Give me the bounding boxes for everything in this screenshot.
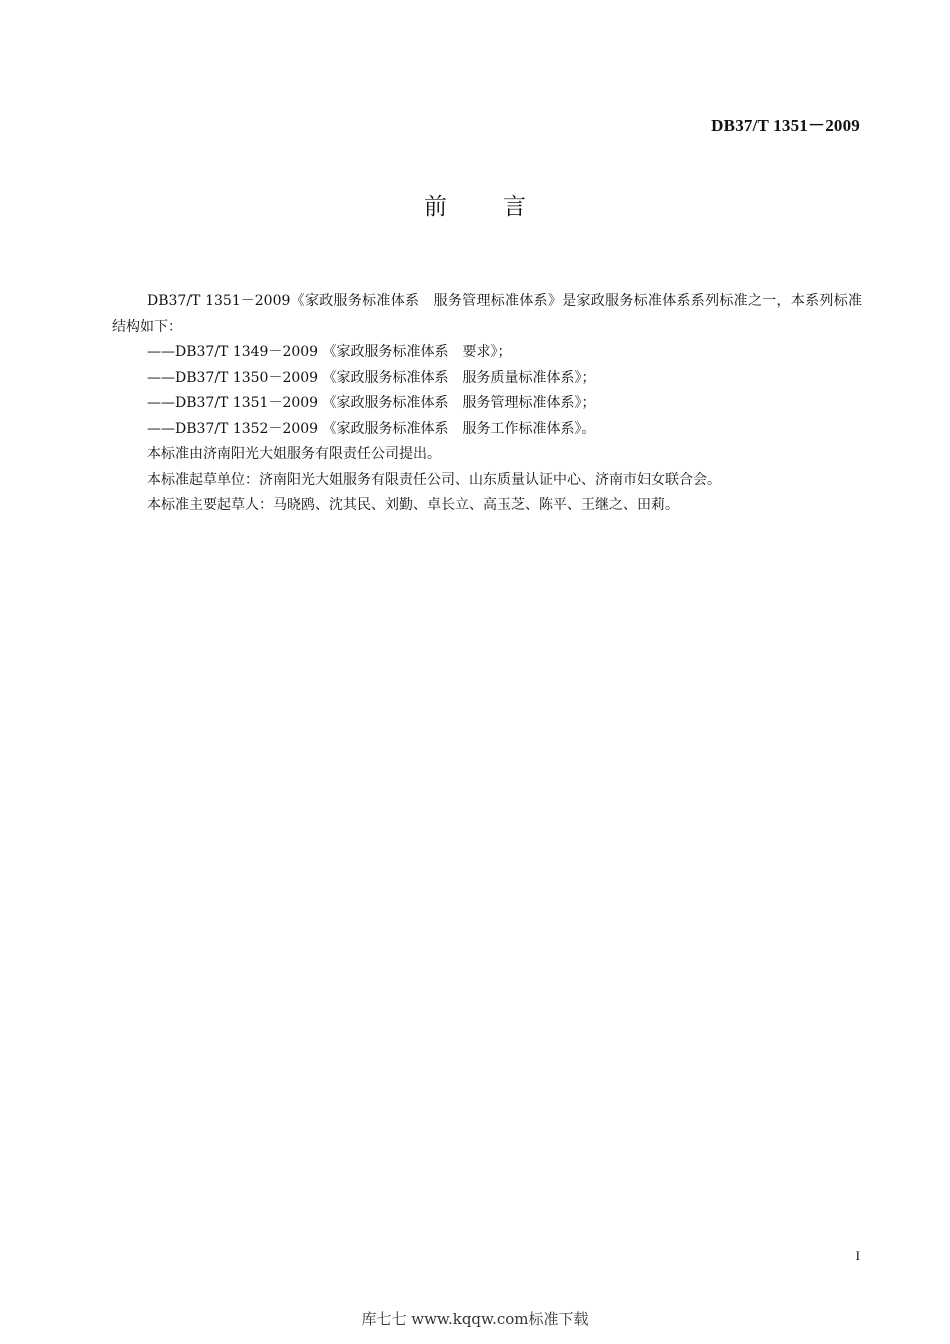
page-number: I — [855, 1248, 860, 1263]
foreword-intro: DB37/T 1351－2009《家政服务标准体系 服务管理标准体系》是家政服务标准体系系列标准之一，本系列标准结构如下： — [112, 293, 862, 335]
foreword-body — [112, 289, 862, 519]
standard-list-item: ——DB37/T 1349－2009 《家政服务标准体系 要求》； — [147, 344, 512, 360]
drafters-statement: 本标准主要起草人：马晓鸥、沈其民、刘勤、卓长立、高玉芝、陈平、王继之、田莉。 — [147, 497, 679, 513]
page-title: 前言 — [424, 194, 582, 220]
proposed-by-statement: 本标准由济南阳光大姐服务有限责任公司提出。 — [147, 446, 441, 462]
standard-list-item: ——DB37/T 1350－2009 《家政服务标准体系 服务质量标准体系》； — [147, 369, 596, 386]
standard-list-item: ——DB37/T 1352－2009 《家政服务标准体系 服务工作标准体系》。 — [147, 420, 596, 437]
watermark-text: 库七七 www.kqqw.com标准下载 — [361, 1310, 589, 1328]
standard-list-item: ——DB37/T 1351－2009 《家政服务标准体系 服务管理标准体系》； — [147, 395, 596, 411]
standard-code: DB37/T 1351－2009 — [711, 116, 860, 135]
drafting-units-statement: 本标准起草单位：济南阳光大姐服务有限责任公司、山东质量认证中心、济南市妇女联合会。 — [147, 471, 721, 488]
